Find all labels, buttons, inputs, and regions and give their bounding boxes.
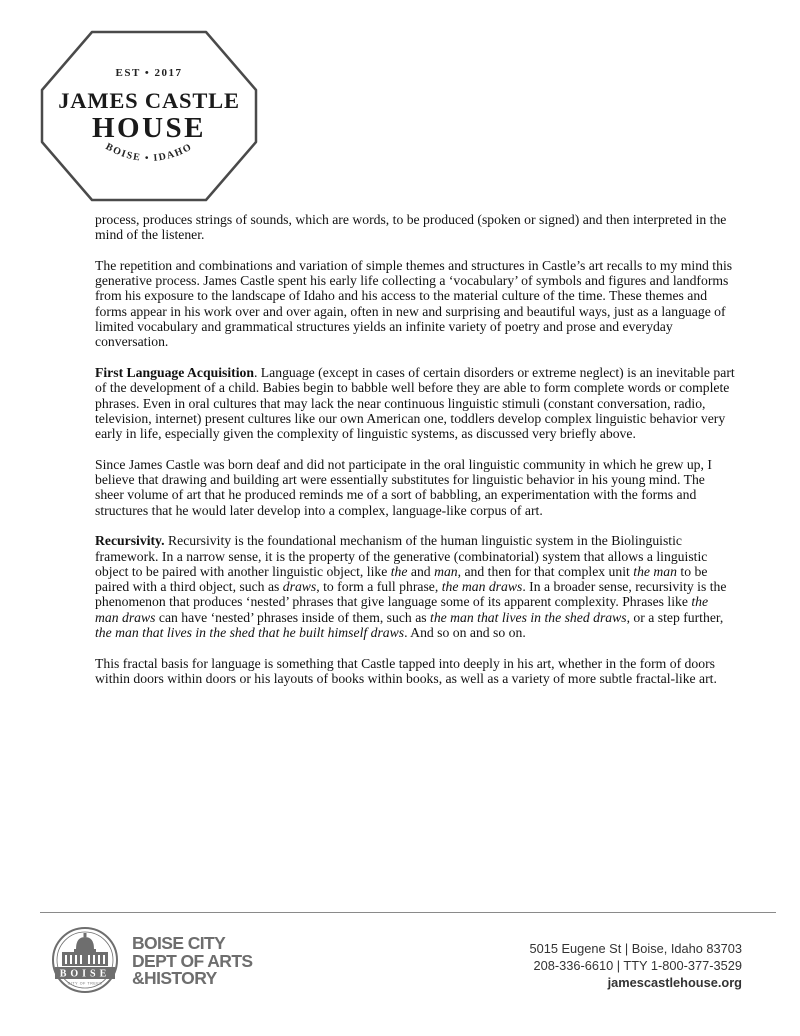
section-heading-first-language: First Language Acquisition [95, 364, 254, 380]
article-body [95, 212, 735, 686]
paragraph-recursivity: Recursivity. Recursivity is the foundational mechanism of the human linguistic system in the Biolinguistic framework. In a narrow sense, it is the property of the generative (combinatorial) system that allows a linguistic object to be paired with another linguistic object, like the and man, and then for that complex unit the man to be paired with a third object, such as draws, to form a full phrase, the man draws. In a broader sense, recursivity is the phenomenon that produces ‘nested’ phrases that give language some of its apparent complexity. Phrases like the man draws can have ‘nested’ phrases inside of them, such as the man that lives in the shed draws, or a step further, the man that lives in the shed that he built himself draws. And so on and so on. [95, 533, 727, 641]
seal-word: BOISE [59, 968, 111, 980]
logo-name-line2: HOUSE [91, 112, 207, 144]
paragraph-fractal-basis: This fractal basis for language is something that Castle tapped into deeply in his art, whether in the form of doors within doors within doors or his layouts of books within books, as well as a variety of more subtle fractal-like art. [95, 655, 717, 686]
seal-subtext: CITY OF TREES [67, 981, 103, 986]
dept-line-1: BOISE CITY [132, 933, 226, 953]
logo-location: BOISE • IDAHO [103, 141, 195, 165]
paragraph-generative-process: process, produces strings of sounds, which are words, to be produced (spoken or signed) and then interpreted in the mind of the listener. [95, 212, 727, 243]
dept-line-2: DEPT OF ARTS [132, 950, 253, 971]
paragraph-castle-deaf: Since James Castle was born deaf and did not participate in the oral linguistic community in which he grew up, I believe that drawing and building art were essentially substitutes for linguistic behavior in his young mind. The sheer volume of art that he produced reminds me of a sort of babbling, an experimentation with the forms and structures that he would later develop into a complex, language-like corpus of art. [95, 456, 712, 518]
contact-block [529, 940, 742, 991]
contact-address: 5015 Eugene St | Boise, Idaho 83703 [529, 941, 742, 956]
dept-line-3: &HISTORY [132, 968, 217, 988]
james-castle-house-logo [36, 26, 262, 206]
boise-city-seal [50, 925, 120, 995]
paragraph-first-language-acquisition: First Language Acquisition. Language (except in cases of certain disorders or extreme neglect) is an inevitable part of the development of a child. Babies begin to babble well before they are able to form complete words or complete phrases. Even in oral cultures that may lack the near continuous linguistic stimuli (constant conversation, radio, television, internet) present cultures like our own American one, toddlers develop complex linguistic behavior very early in life, especially given the complexity of linguistic systems, as discussed very briefly above. [95, 364, 735, 442]
dept-arts-history-wordmark [132, 935, 253, 988]
contact-phone: 208-336-6610 | TTY 1-800-377-3529 [533, 958, 742, 973]
website-link[interactable]: jamescastlehouse.org [607, 975, 742, 990]
footer-divider [40, 912, 776, 913]
section-heading-recursivity: Recursivity. [95, 533, 165, 549]
paragraph-repetition: The repetition and combinations and variation of simple themes and structures in Castle’s art recalls to my mind this generative process. James Castle spent his early life collecting a ‘vocabulary’ of symbols and figures and landforms from his exposure to the landscape of Idaho and his access to the material culture of the time. These themes and forms appear in his work over and over again, often in new and surprising and beautiful ways, just as a language of limited vocabulary and grammatical structures yields an infinite variety of poetry and prose and everyday conversation. [95, 257, 733, 350]
logo-name-line1: JAMES CASTLE [58, 88, 240, 113]
logo-established: EST • 2017 [115, 67, 183, 79]
